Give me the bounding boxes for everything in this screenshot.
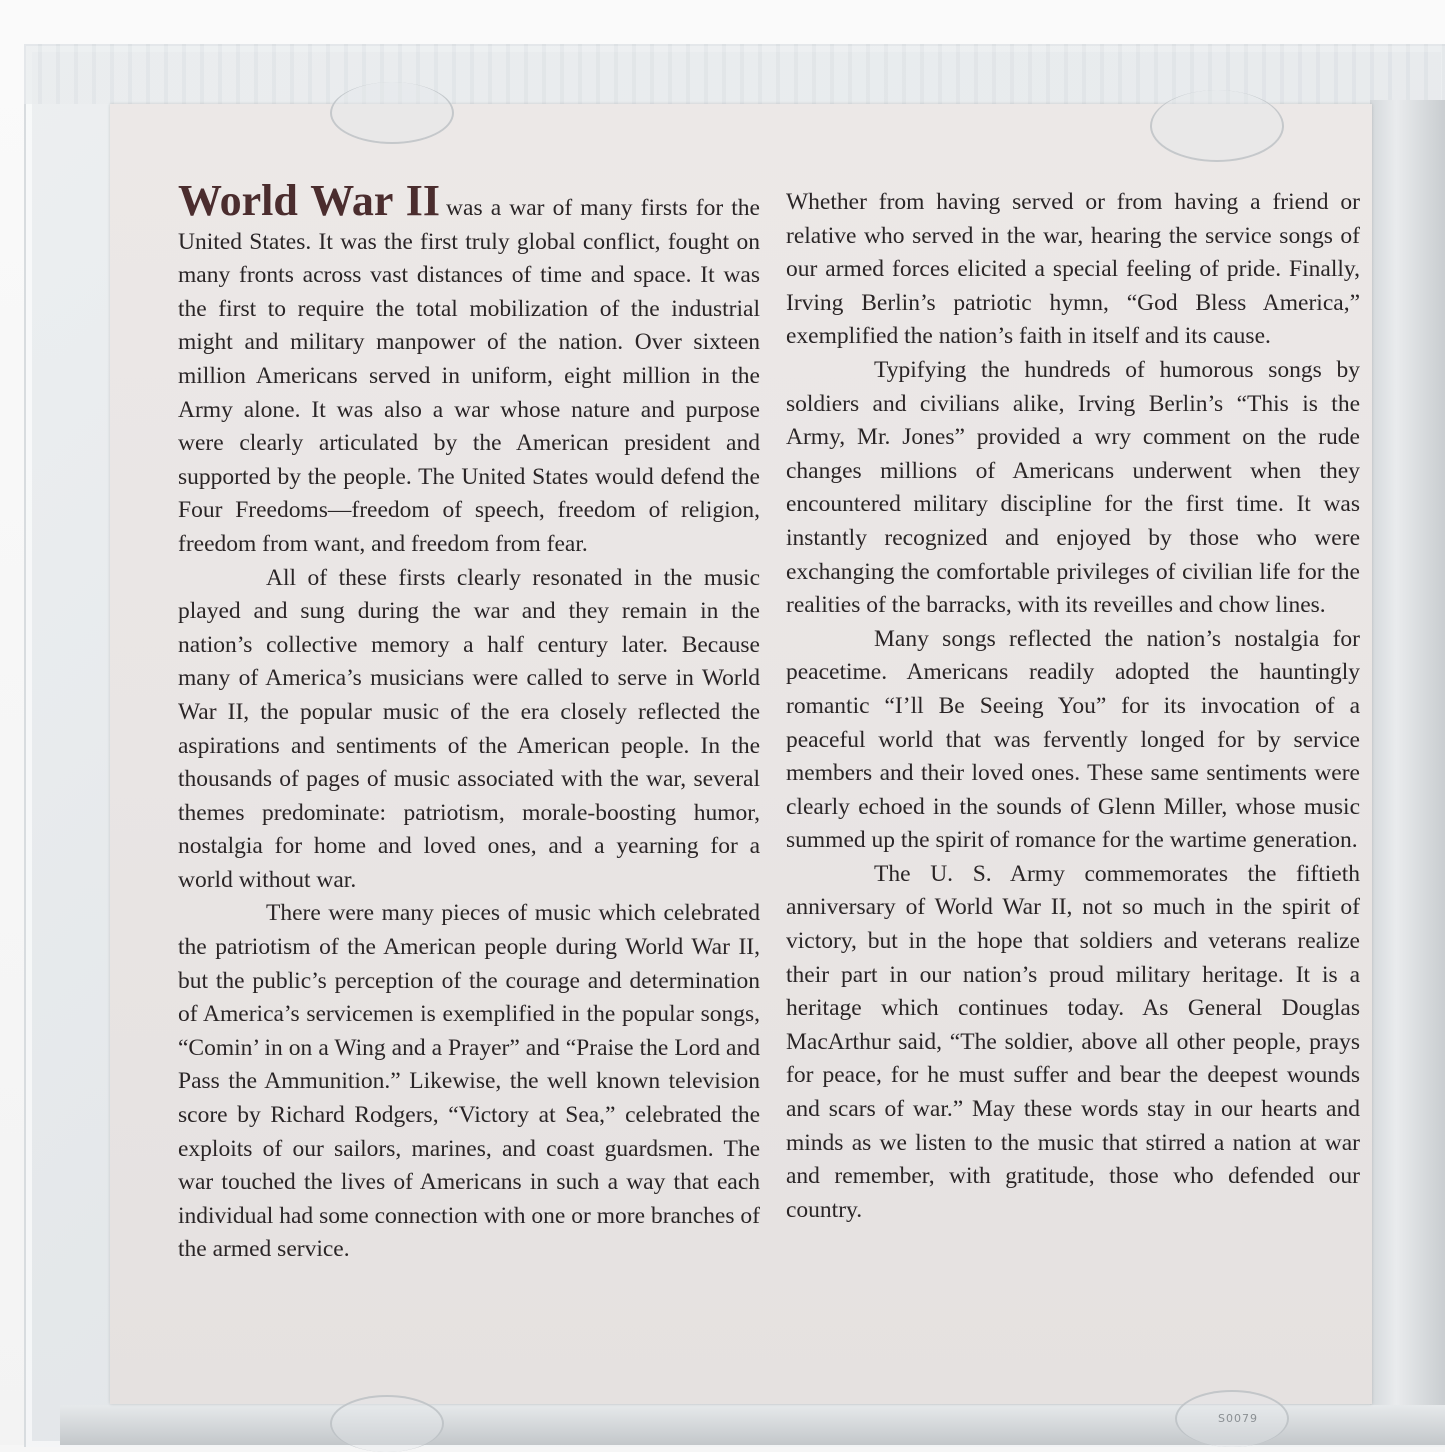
jewel-case-right-edge [1370, 100, 1445, 1445]
left-text-column [178, 176, 760, 1267]
right-paragraph-3: Many songs reflected the nation’s nostalgia for peacetime. Americans readily adopted the hauntingly romantic “I’ll Be Seeing You” for its invocation of a peaceful world that was fervently longed for by service members and their loved ones. These same sentiments were clearly echoed in the sounds of Glenn Miller, whose music summed up the spirit of romance for the wartime generation. [786, 625, 1360, 854]
right-text-column [786, 186, 1360, 1227]
left-paragraph-3: There were many pieces of music which celebrated the patriotism of the American people during World War II, but the public’s perception of the courage and determination of America’s servicemen is exemplified in the popular songs, “Comin’ in on a Wing and a Prayer” and “Praise the Lord and Pass the Ammunition.” Likewise, the well known television score by Richard Rodgers, “Victory at Sea,” celebrated the exploits of our sailors, marines, and coast guardsmen. The war touched the lives of Americans in such a way that each individual had some connection with one or more branches of the armed service. [178, 900, 760, 1263]
case-stamp-text: S0079 [1218, 1412, 1258, 1425]
right-paragraph-4: The U. S. Army commemorates the fiftieth anniversary of World War II, not so much in the spirit of victory, but in the hope that soldiers and veterans realize their part in our nation’s proud military heritage. It is a heritage which continues today. As General Douglas MacArthur said, “The soldier, above all other people, prays for peace, for he must suffer and bear the deepest wounds and scars of war.” May these words stay in our hearts and minds as we listen to the music that stirred a nation at war and remember, with gratitude, those who defended our country. [786, 860, 1360, 1223]
right-paragraph-2: Typifying the hundreds of humorous songs by soldiers and civilians alike, Irving Berlin’s “This is the Army, Mr. Jones” provided a wry comment on the rude changes millions of Americans underwent when they encountered military discipline for the first time. It was instantly recognized and enjoyed by those who were exchanging the comfortable privileges of civilian life for the realities of the barracks, with its reveilles and chow lines. [786, 356, 1360, 619]
case-tab-bottom-left [330, 1395, 444, 1452]
left-paragraph-1 [178, 176, 760, 562]
case-tab-top-left [330, 82, 454, 144]
left-paragraph-2: All of these firsts clearly resonated in the music played and sung during the war and they remain in the nation’s collective memory a half century later. Because many of America’s musicians were called to serve in World War II, the popular music of the era closely reflected the aspirations and sentiments of the American people. In the thousands of pages of music associated with the war, several themes predominate: patriotism, morale-boosting humor, nostalgia for home and loved ones, and a yearning for a world without war. [178, 564, 760, 893]
left-paragraph-1-text: was a war of many firsts for the United States. It was the first truly global conflict, fought on many fronts across vast distances of time and space. It was the first to require the total mobilization of the industrial might and military manpower of the nation. Over sixteen million Americans served in uniform, eight million in the Army alone. It was also a war whose nature and purpose were clearly articulated by the American president and supported by the people. The United States would defend the Four Freedoms—freedom of speech, freedom of religion, freedom from want, and freedom from fear. [178, 195, 760, 557]
case-tab-top-right [1150, 90, 1284, 162]
right-paragraph-1: Whether from having served or from having a friend or relative who served in the war, hearing the service songs of our armed forces elicited a special feeling of pride. Finally, Irving Berlin’s patriotic hymn, “God Bless America,” exemplified the nation’s faith in itself and its cause. [786, 189, 1360, 350]
booklet-title: World War II [178, 176, 441, 225]
